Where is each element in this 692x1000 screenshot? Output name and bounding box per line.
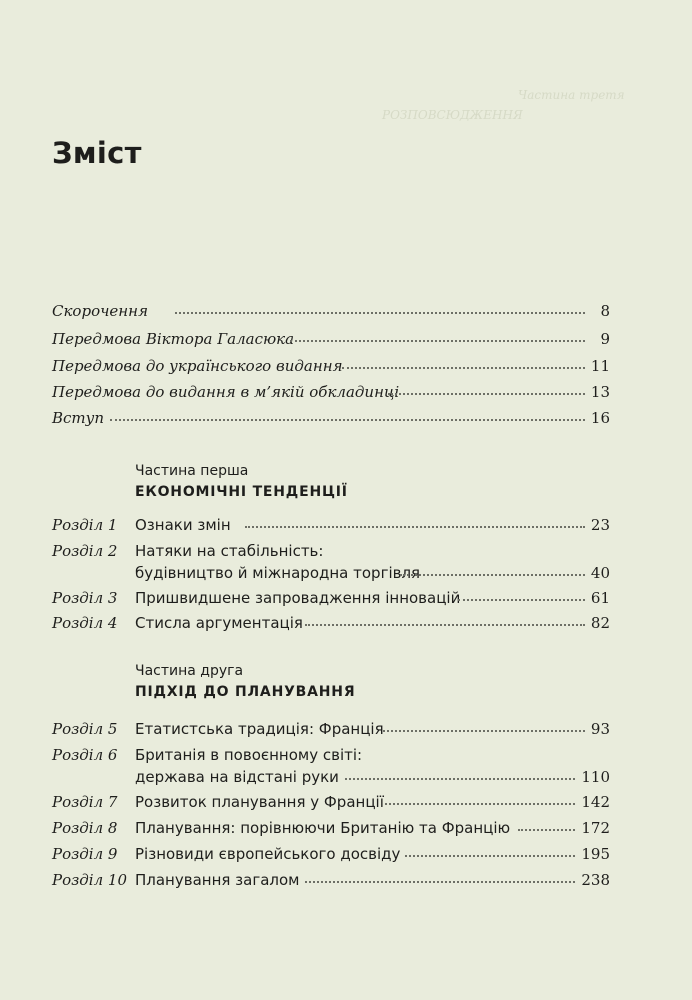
entry-title-continued: будівництво й міжнародна торгівля bbox=[135, 564, 421, 582]
chapter-label: Розділ 9 bbox=[52, 845, 118, 863]
dot-leader bbox=[305, 624, 585, 626]
toc-entry[interactable] bbox=[0, 793, 692, 815]
dot-leader bbox=[245, 526, 585, 528]
page-number: 82 bbox=[590, 614, 610, 632]
toc-entry[interactable] bbox=[0, 871, 692, 893]
dot-leader bbox=[405, 855, 575, 857]
dot-leader bbox=[518, 829, 575, 831]
chapter-label: Розділ 2 bbox=[52, 542, 118, 560]
part-kicker: Частина перша bbox=[135, 463, 249, 479]
toc-entry-title-line[interactable] bbox=[0, 746, 692, 768]
chapter-label: Розділ 3 bbox=[52, 589, 118, 607]
toc-entry[interactable] bbox=[0, 302, 692, 324]
dot-leader bbox=[388, 393, 585, 395]
page-number: 40 bbox=[590, 564, 610, 582]
part-kicker: Частина друга bbox=[135, 663, 244, 679]
toc-entry[interactable] bbox=[0, 564, 692, 586]
part-title: ЕКОНОМІЧНІ ТЕНДЕНЦІЇ bbox=[135, 484, 348, 500]
entry-title: Ознаки змін bbox=[135, 516, 231, 534]
page-number: 195 bbox=[581, 845, 610, 863]
page-number: 172 bbox=[581, 819, 610, 837]
toc-entry-title-line[interactable] bbox=[0, 542, 692, 564]
toc-entry[interactable] bbox=[0, 357, 692, 379]
bleed-through-text: Частина третя bbox=[518, 88, 625, 102]
chapter-label: Розділ 4 bbox=[52, 614, 118, 632]
entry-title: Розвиток планування у Франції bbox=[135, 793, 384, 811]
page-number: 9 bbox=[600, 330, 610, 348]
chapter-label: Розділ 1 bbox=[52, 516, 118, 534]
chapter-label: Розділ 10 bbox=[52, 871, 128, 889]
page-number: 16 bbox=[590, 409, 610, 427]
entry-title: Різновиди європейського досвіду bbox=[135, 845, 401, 863]
page-number: 23 bbox=[590, 516, 610, 534]
page-number: 142 bbox=[581, 793, 610, 811]
toc-entry[interactable] bbox=[0, 330, 692, 352]
dot-leader bbox=[342, 367, 585, 369]
entry-title: Передмова до українського видання bbox=[52, 357, 343, 375]
page-number: 238 bbox=[581, 871, 610, 889]
dot-leader bbox=[400, 574, 585, 576]
page-number: 8 bbox=[600, 302, 610, 320]
chapter-label: Розділ 6 bbox=[52, 746, 118, 764]
entry-title-continued: держава на відстані руки bbox=[135, 768, 339, 786]
entry-title: Планування загалом bbox=[135, 871, 300, 889]
chapter-label: Розділ 8 bbox=[52, 819, 118, 837]
toc-entry[interactable] bbox=[0, 516, 692, 538]
chapter-label: Розділ 5 bbox=[52, 720, 118, 738]
toc-entry[interactable] bbox=[0, 614, 692, 636]
dot-leader bbox=[175, 312, 585, 314]
dot-leader bbox=[110, 419, 585, 421]
toc-entry[interactable] bbox=[0, 845, 692, 867]
entry-title: Планування: порівнюючи Британію та Францію bbox=[135, 819, 511, 837]
entry-title: Передмова Віктора Галасюка bbox=[52, 330, 295, 348]
toc-entry[interactable] bbox=[0, 720, 692, 742]
entry-title: Скорочення bbox=[52, 302, 148, 320]
toc-entry[interactable] bbox=[0, 383, 692, 405]
part-title: ПІДХІД ДО ПЛАНУВАННЯ bbox=[135, 684, 356, 700]
entry-title: Передмова до видання в м’якій обкладинці bbox=[52, 383, 400, 401]
entry-title: Пришвидшене запровадження інновацій bbox=[135, 589, 461, 607]
toc-entry[interactable] bbox=[0, 589, 692, 611]
page-title: Зміст bbox=[52, 136, 142, 170]
entry-title: Натяки на стабільність: bbox=[135, 542, 324, 560]
entry-title: Стисла аргументація bbox=[135, 614, 303, 632]
page-number: 13 bbox=[590, 383, 610, 401]
page-number: 110 bbox=[581, 768, 610, 786]
page-number: 11 bbox=[590, 357, 610, 375]
entry-title: Вступ bbox=[52, 409, 105, 427]
toc-entry[interactable] bbox=[0, 768, 692, 790]
chapter-label: Розділ 7 bbox=[52, 793, 118, 811]
dot-leader bbox=[290, 340, 585, 342]
dot-leader bbox=[383, 730, 585, 732]
page-number: 93 bbox=[590, 720, 610, 738]
dot-leader bbox=[385, 803, 575, 805]
entry-title: Етатистська традиція: Франція bbox=[135, 720, 384, 738]
dot-leader bbox=[458, 599, 585, 601]
dot-leader bbox=[345, 778, 575, 780]
page-number: 61 bbox=[590, 589, 610, 607]
toc-entry[interactable] bbox=[0, 819, 692, 841]
entry-title: Британія в повоєнному світі: bbox=[135, 746, 363, 764]
bleed-through-text: РОЗПОВСЮДЖЕННЯ bbox=[382, 108, 523, 122]
toc-entry[interactable] bbox=[0, 409, 692, 431]
dot-leader bbox=[305, 881, 575, 883]
